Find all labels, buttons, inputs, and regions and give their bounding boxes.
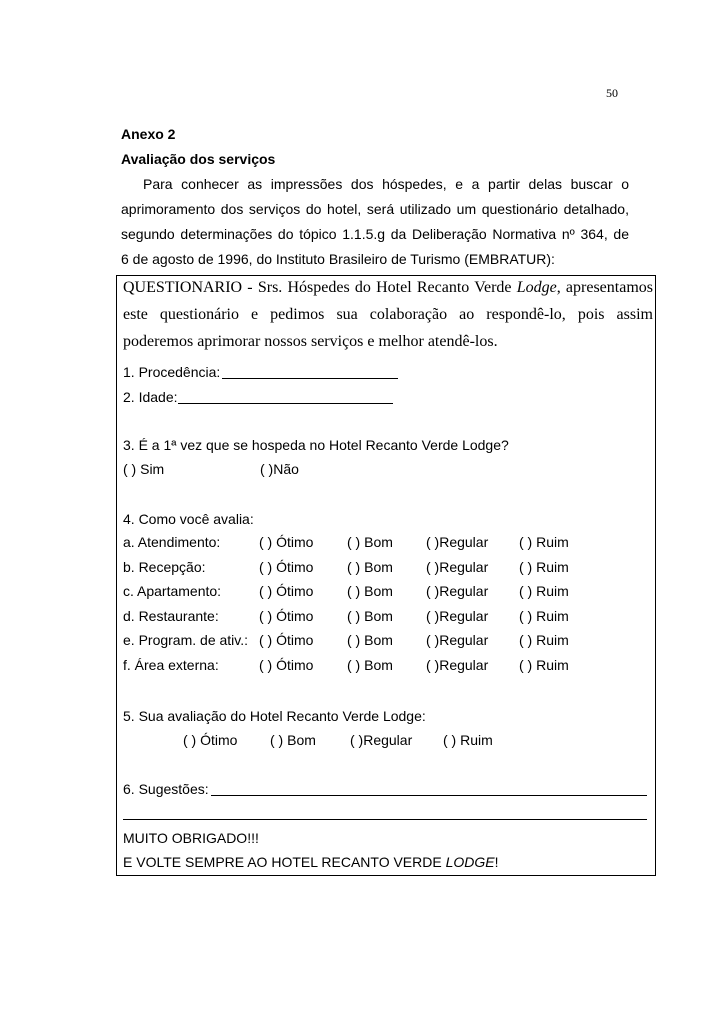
section-title: Avaliação dos serviços [121,151,276,167]
idade-answer-line[interactable] [178,403,393,404]
intro-line: aprimoramento dos serviços do hotel, será utilizado um questionário detalhado, [121,201,629,217]
evaluation-option-otimo[interactable]: ( ) Ótimo [259,607,314,624]
intro-line: Para conhecer as impressões dos hóspedes, e a partir delas buscar o [143,176,629,192]
evaluation-option-ruim[interactable]: ( ) Ruim [519,583,569,599]
intro-text: QUESTIONARIO - Srs. Hóspedes do Hotel Recanto Verde [123,279,517,296]
evaluation-item-label: b. Recepção: [123,558,206,575]
evaluation-option-otimo[interactable]: ( ) Ótimo [259,534,314,550]
evaluation-item-label: f. Área externa: [123,656,219,673]
evaluation-option-bom[interactable]: ( ) Bom [347,607,393,624]
evaluation-option-bom[interactable]: ( ) Bom [347,534,393,550]
questionnaire-box [116,275,656,876]
evaluation-option-regular[interactable]: ( )Regular [426,656,489,673]
evaluation-option-otimo[interactable]: ( ) Ótimo [259,632,314,648]
overall-option-bom[interactable]: ( ) Bom [270,732,316,748]
annex-heading: Anexo 2 [121,126,176,142]
questionnaire-intro-line-1 [123,279,653,297]
question-evaluate-label: 4. Como você avalia: [123,511,254,527]
overall-option-otimo[interactable]: ( ) Ótimo [183,732,238,748]
evaluation-option-otimo[interactable]: ( ) Ótimo [259,558,314,575]
evaluation-option-bom[interactable]: ( ) Bom [347,632,393,648]
intro-text: , apresentamos [556,279,653,296]
questionnaire-intro-line-3: poderemos aprimorar nossos serviços e melhor atendê-los. [123,333,498,350]
suggestions-answer-line-2[interactable] [123,819,647,820]
farewell-text-italic: LODGE [445,854,495,870]
suggestions-answer-line[interactable] [211,795,647,796]
option-nao[interactable]: ( )Não [260,461,299,477]
questionnaire-intro-line-2: este questionário e pedimos sua colaboração ao respondê-lo, pois assim [123,306,653,323]
evaluation-option-bom[interactable]: ( ) Bom [347,583,393,599]
evaluation-option-otimo[interactable]: ( ) Ótimo [259,656,314,673]
evaluation-option-bom[interactable]: ( ) Bom [347,558,393,575]
overall-option-regular[interactable]: ( )Regular [350,732,413,748]
evaluation-item-label: a. Atendimento: [123,534,221,550]
question-overall-label: 5. Sua avaliação do Hotel Recanto Verde Lodge: [123,708,426,724]
evaluation-option-bom[interactable]: ( ) Bom [347,656,393,673]
closing-thanks: MUITO OBRIGADO!!! [123,830,259,846]
closing-farewell [123,854,499,870]
evaluation-option-regular[interactable]: ( )Regular [426,558,489,575]
intro-line: 6 de agosto de 1996, do Instituto Brasileiro de Turismo (EMBRATUR): [121,251,555,267]
evaluation-item-label: c. Apartamento: [123,583,222,599]
farewell-text: ! [494,854,499,870]
evaluation-option-regular[interactable]: ( )Regular [426,583,489,599]
procedencia-answer-line[interactable] [222,378,398,379]
question-first-visit-label: 3. É a 1ª vez que se hospeda no Hotel Recanto Verde Lodge? [123,437,509,453]
evaluation-option-ruim[interactable]: ( ) Ruim [519,632,569,648]
page-number: 50 [606,86,618,100]
evaluation-option-otimo[interactable]: ( ) Ótimo [259,583,314,599]
evaluation-option-ruim[interactable]: ( ) Ruim [519,656,569,673]
question-suggestions-label: 6. Sugestões: [123,781,209,797]
evaluation-item-label: e. Program. de ativ.: [123,632,249,648]
option-sim[interactable]: ( ) Sim [123,461,165,477]
overall-option-ruim[interactable]: ( ) Ruim [443,732,493,748]
intro-text-italic: Lodge [516,279,557,296]
evaluation-option-regular[interactable]: ( )Regular [426,607,489,624]
evaluation-option-ruim[interactable]: ( ) Ruim [519,558,569,575]
farewell-text: E VOLTE SEMPRE AO HOTEL RECANTO VERDE [123,854,446,870]
evaluation-option-ruim[interactable]: ( ) Ruim [519,607,569,624]
evaluation-option-regular[interactable]: ( )Regular [426,632,489,648]
question-procedencia-label: 1. Procedência: [123,364,221,380]
intro-line: segundo determinações do tópico 1.1.5.g da Deliberação Normativa nº 364, de [121,226,629,242]
evaluation-option-ruim[interactable]: ( ) Ruim [519,534,569,550]
evaluation-item-label: d. Restaurante: [123,607,219,624]
evaluation-option-regular[interactable]: ( )Regular [426,534,489,550]
question-idade-label: 2. Idade: [123,389,178,405]
